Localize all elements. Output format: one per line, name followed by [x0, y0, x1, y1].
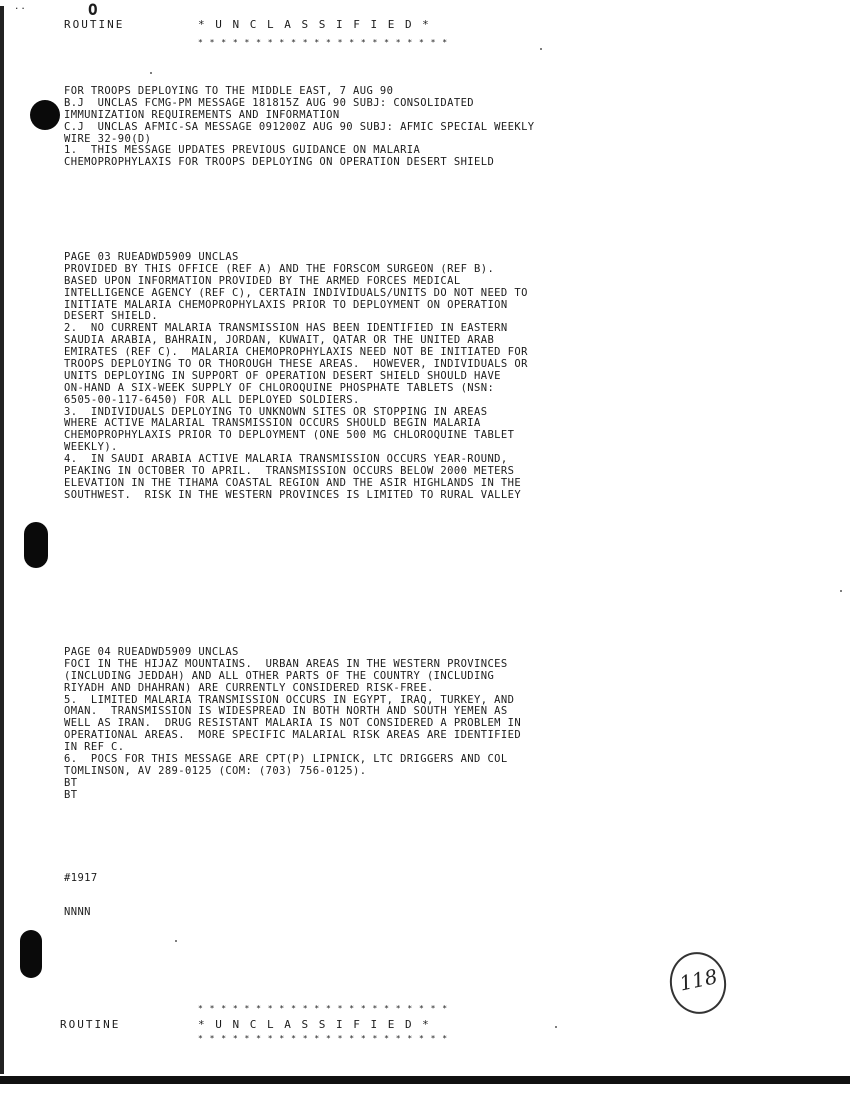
text-line: FOCI IN THE HIJAZ MOUNTAINS. URBAN AREAS IN THE WESTERN PROVINCES: [64, 657, 508, 670]
text-line: 6. POCS FOR THIS MESSAGE ARE CPT(P) LIPNICK, LTC DRIGGERS AND COL: [64, 753, 508, 766]
text-line: 1. THIS MESSAGE UPDATES PREVIOUS GUIDANCE ON MALARIA: [64, 144, 421, 157]
end-marker: NNNN: [64, 905, 91, 918]
corner-circle-mark: O: [88, 0, 98, 19]
text-line: TOMLINSON, AV 289-0125 (COM: (703) 756-0125).: [64, 764, 367, 777]
text-line: FOR TROOPS DEPLOYING TO THE MIDDLE EAST, 7 AUG 90: [64, 85, 394, 97]
speck: [540, 48, 542, 50]
handwritten-page-number-stamp: [664, 947, 732, 1019]
text-line: BT: [64, 788, 78, 801]
header-stars: * * * * * * * * * * * * * * * * * * * * * *: [198, 38, 449, 47]
text-line: WHERE ACTIVE MALARIAL TRANSMISSION OCCURS SHOULD BEGIN MALARIA: [64, 417, 481, 430]
text-line: C.J UNCLAS AFMIC-SA MESSAGE 091200Z AUG 90 SUBJ: AFMIC SPECIAL WEEKLY: [64, 120, 535, 133]
message-section-1: [64, 86, 834, 169]
speck: [150, 72, 152, 74]
text-line: 5. LIMITED MALARIA TRANSMISSION OCCURS IN EGYPT, IRAQ, TURKEY, AND: [64, 693, 515, 706]
text-line: INTELLIGENCE AGENCY (REF C), CERTAIN INDIVIDUALS/UNITS DO NOT NEED TO: [64, 286, 528, 299]
text-line: UNITS DEPLOYING IN SUPPORT OF OPERATION DESERT SHIELD SHOULD HAVE: [64, 369, 501, 382]
text-line: BT: [64, 776, 78, 789]
punch-hole-bottom: [20, 930, 42, 978]
text-line: SAUDIA ARABIA, BAHRAIN, JORDAN, KUWAIT, QATAR OR THE UNITED ARAB: [64, 334, 495, 347]
text-line: 6505-00-117-6450) FOR ALL DEPLOYED SOLDIERS.: [64, 393, 360, 406]
text-line: BASED UPON INFORMATION PROVIDED BY THE ARMED FORCES MEDICAL: [64, 274, 461, 287]
footer-stars: * * * * * * * * * * * * * * * * * * * * * *: [198, 1004, 449, 1013]
text-line: INITIATE MALARIA CHEMOPROPHYLAXIS PRIOR TO DEPLOYMENT ON OPERATION: [64, 298, 508, 311]
text-line: DESERT SHIELD.: [64, 310, 159, 323]
text-line: CHEMOPROPHYLAXIS FOR TROOPS DEPLOYING ON OPERATION DESERT SHIELD: [64, 156, 495, 169]
text-line: EMIRATES (REF C). MALARIA CHEMOPROPHYLAXIS NEED NOT BE INITIATED FOR: [64, 346, 528, 359]
text-line: 2. NO CURRENT MALARIA TRANSMISSION HAS BEEN IDENTIFIED IN EASTERN: [64, 322, 508, 335]
footer-codes: [64, 873, 834, 919]
text-line: PROVIDED BY THIS OFFICE (REF A) AND THE FORSCOM SURGEON (REF B).: [64, 262, 495, 275]
footer-classification: * U N C L A S S I F I E D *: [198, 1018, 431, 1031]
footer-routine: ROUTINE: [60, 1018, 121, 1031]
footer-stars-lower: * * * * * * * * * * * * * * * * * * * * * *: [198, 1034, 449, 1043]
text-line: WEEKLY).: [64, 441, 118, 454]
text-line: PAGE 04 RUEADWD5909 UNCLAS: [64, 646, 239, 658]
text-line: PEAKING IN OCTOBER TO APRIL. TRANSMISSION OCCURS BELOW 2000 METERS: [64, 465, 515, 478]
text-line: ON-HAND A SIX-WEEK SUPPLY OF CHLOROQUINE PHOSPHATE TABLETS (NSN:: [64, 381, 495, 394]
punch-hole-top: [30, 100, 60, 130]
text-line: WIRE 32-90(D): [64, 132, 152, 145]
text-line: CHEMOPROPHYLAXIS PRIOR TO DEPLOYMENT (ONE 500 MG CHLOROQUINE TABLET: [64, 429, 515, 442]
text-line: 4. IN SAUDI ARABIA ACTIVE MALARIA TRANSMISSION OCCURS YEAR-ROUND,: [64, 453, 508, 466]
text-line: (INCLUDING JEDDAH) AND ALL OTHER PARTS OF THE COUNTRY (INCLUDING: [64, 669, 495, 682]
text-line: OMAN. TRANSMISSION IS WIDESPREAD IN BOTH NORTH AND SOUTH YEMEN AS: [64, 705, 508, 718]
header-classification: * U N C L A S S I F I E D *: [198, 18, 431, 31]
text-line: OPERATIONAL AREAS. MORE SPECIFIC MALARIAL RISK AREAS ARE IDENTIFIED: [64, 729, 522, 742]
text-line: B.J UNCLAS FCMG-PM MESSAGE 181815Z AUG 90 SUBJ: CONSOLIDATED: [64, 96, 475, 109]
speck: [555, 1026, 557, 1028]
serial-number: #1917: [64, 872, 98, 884]
text-line: IN REF C.: [64, 741, 125, 754]
text-line: WELL AS IRAN. DRUG RESISTANT MALARIA IS NOT CONSIDERED A PROBLEM IN: [64, 717, 522, 730]
message-section-3: [64, 647, 834, 802]
stamp-number: 118: [677, 964, 720, 996]
left-edge-bar: [0, 6, 4, 1074]
punch-hole-middle: [24, 522, 48, 568]
text-line: IMMUNIZATION REQUIREMENTS AND INFORMATION: [64, 108, 340, 121]
speck: [840, 590, 842, 592]
header-routine: ROUTINE: [64, 18, 125, 31]
text-line: TROOPS DEPLOYING TO OR THOROUGH THESE AREAS. HOWEVER, INDIVIDUALS OR: [64, 358, 528, 371]
text-line: 3. INDIVIDUALS DEPLOYING TO UNKNOWN SITES OR STOPPING IN AREAS: [64, 405, 488, 418]
bottom-edge-bar: [0, 1076, 850, 1084]
message-section-2: [64, 252, 834, 502]
corner-marks: ..: [14, 2, 27, 12]
text-line: PAGE 03 RUEADWD5909 UNCLAS: [64, 251, 239, 263]
text-line: RIYADH AND DHAHRAN) ARE CURRENTLY CONSIDERED RISK-FREE.: [64, 681, 434, 694]
text-line: SOUTHWEST. RISK IN THE WESTERN PROVINCES IS LIMITED TO RURAL VALLEY: [64, 488, 522, 501]
text-line: ELEVATION IN THE TIHAMA COASTAL REGION AND THE ASIR HIGHLANDS IN THE: [64, 476, 522, 489]
speck: [175, 940, 177, 942]
